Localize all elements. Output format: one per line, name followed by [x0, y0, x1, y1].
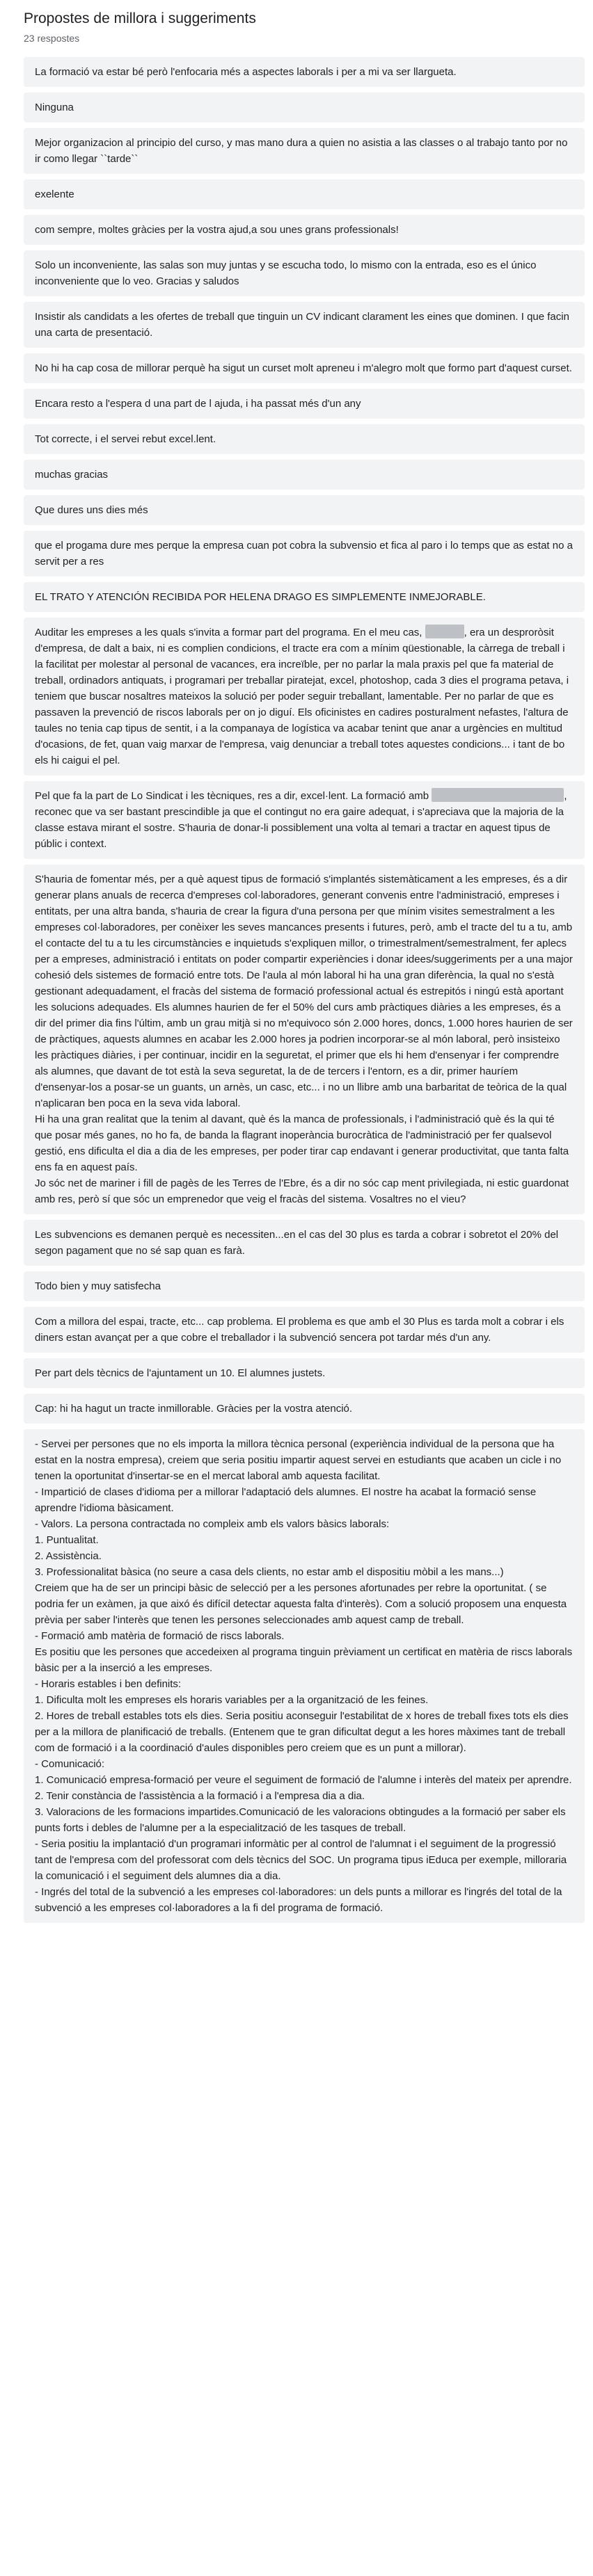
response-item: com sempre, moltes gràcies per la vostra ajud,a sou unes grans professionals! [24, 215, 585, 245]
response-list [24, 57, 585, 1923]
response-item: que el progama dure mes perque la empresa cuan pot cobra la subvensio et fica al paro i lo temps que as estat no a servit per a res [24, 531, 585, 577]
response-item: Mejor organizacion al principio del curso, y mas mano dura a quien no asistia a las classes o al trabajo tanto por no ir como llegar ``tarde`` [24, 128, 585, 174]
redacted-text [432, 788, 564, 802]
response-item: Solo un inconveniente, las salas son muy juntas y se escucha todo, lo mismo con la entrada, eso es el único inconveniente que lo veo. Gracias y saludos [24, 250, 585, 296]
response-item: Que dures uns dies més [24, 495, 585, 525]
response-item: S'hauria de fomentar més, per a què aquest tipus de formació s'implantés sistemàticament a les empreses, és a dir generar plans anuals de recerca d'empreses col·laboradores, generant convenis entre l'administració, empreses i entitats, per una altra banda, s'hauria de crear la figura d'una persona per que mínim visites semestralment a les empreses col·laboradores, per conèixer les seves mancances presents i futures, però, amb el tracte del tu a tu, amb el contacte del tu a tu les circumstàncies e inquietuds s'expliquen millor, o trimestralment/semestralment, fer aplecs per a empreses, administració i entitats on poder compartir experiències i donar idees/suggeriments per a una major cohesió dels sistemes de formació entre tots. De l'aula al món laboral hi ha una gran diferència, la qual no s'està gestionant adequadament, el fracàs del sistema de formació professional actual és estrepitós i ningú està aportant les solucions adequades. Els alumnes haurien de fer el 50% del curs amb pràctiques diàries a les empreses, és a dir del primer dia fins l'últim, amb un grau mitjà si no m'equivoco són 2.000 hores, doncs, 1.000 hores haurien de ser de pràctiques, aquests alumnes en acabar les 2.000 hores ja podrien incorporar-se al món laboral, però insisteixo les pràctiques diàries, i per continuar, incidir en la seguretat, el primer que els hi hem d'ensenyar i fer comprendre als alumnes, que davant de tot està la seva seguretat, la de de tercers i l'entorn, es a dir, primer hauríem d'ensenyar-los a posar-se un guants, un arnès, un casc, etc... i no un llibre amb una barbaritat de teòrica de la qual n'aplicaran ben poca en la seva vida laboral. Hi ha una gran realitat que la tenim al davant, què és la manca de professionals, i l'administració què és la qui té que posar més ganes, no ho fa, de banda la flagrant inoperància burocràtica de l'administració per fer qualsevol gestió, ens dificulta el dia a dia de les empreses, per poder tirar cap endavant i generar productivitat, que tanta falta ens fa en aquest país. Jo sóc net de mariner i fill de pagès de les Terres de l'Ebre, és a dir no sóc cap ment privilegiada, ni estic guardonat amb res, però sí que sóc un emprenedor que veig el fracàs del sistema. Vosaltres no el vieu? [24, 864, 585, 1214]
response-item: Les subvencions es demanen perquè es necessiten...en el cas del 30 plus es tarda a cobrar i sobretot el 20% del segon pagament que no sé sap quan es farà. [24, 1220, 585, 1266]
response-item [24, 781, 585, 859]
response-item: Tot correcte, i el servei rebut excel.lent. [24, 424, 585, 454]
response-item: exelente [24, 179, 585, 209]
response-item: Com a millora del espai, tracte, etc... cap problema. El problema es que amb el 30 Plus es tarda molt a cobrar i els diners estan avançat per a que cobre el treballador i la subvenció sencera pot tardar més d'un any. [24, 1307, 585, 1353]
response-item: La formació va estar bé però l'enfocaria més a aspectes laborals i per a mi va ser llargueta. [24, 57, 585, 87]
redacted-text [425, 625, 464, 638]
response-item: muchas gracias [24, 460, 585, 490]
response-item: Encara resto a l'espera d una part de l ajuda, i ha passat més d'un any [24, 389, 585, 419]
response-text: , reconec que va ser bastant prescindible ja que el contingut no era gaire adequat, i s'apreciava que la majoria de la classe estava mirant el sostre. S'hauria de donar-li possiblement una volta al temari a tractar en aquest tipus de públic i context. [35, 790, 570, 850]
response-text: Auditar les empreses a les quals s'invita a formar part del programa. En el meu cas, [35, 627, 425, 638]
response-count: 23 respostes [24, 33, 80, 44]
response-item: EL TRATO Y ATENCIÓN RECIBIDA POR HELENA DRAGO ES SIMPLEMENTE INMEJORABLE. [24, 582, 585, 612]
response-text: , era un desproròsit d'empresa, de dalt a baix, ni es complien condicions, el tracte era com a mínim qüestionable, la càrrega de treball i la facilitat per molestar al personal de vacances, era increïble, per no parlar la mala praxis pel que fa material de treball, ordinadors antiquats, i programari per treballar piratejat, excel, photoshop, cada 3 dies el programa petava, i teniem que buscar nosaltres mateixos la solució per poder seguir treballant, lamentable. Per no parlar de que es passaven la prevenció de riscos laborals per on jo diguí. Els oficinistes en cadires posturalment nefastes, l'altura de taules no tenia cap tipus de sentit, i a la companaya de logística va acabar tenint que anar a urgències en multitud d'ocasions, de fet, quan vaig marxar de l'empresa, vaig denunciar a treball totes aquestes condicions... i tant de bo els hi caigui el pel. [35, 627, 572, 766]
response-item: Todo bien y muy satisfecha [24, 1271, 585, 1301]
response-item: Cap: hi ha hagut un tracte inmillorable. Gràcies per la vostra atenció. [24, 1394, 585, 1424]
question-title: Propostes de millora i suggeriments [24, 10, 256, 26]
response-text: Pel que fa la part de Lo Sindicat i les tècniques, res a dir, excel·lent. La formació amb [35, 790, 432, 802]
response-item [24, 618, 585, 775]
response-item: Insistir als candidats a les ofertes de treball que tinguin un CV indicant clarament les eines que dominen. I que facin una carta de presentació. [24, 302, 585, 348]
response-item: Per part dels tècnics de l'ajuntament un 10. El alumnes justets. [24, 1358, 585, 1388]
response-item: - Servei per persones que no els importa la millora tècnica personal (experiència individual de la persona que ha estat en la nostra empresa), creiem que seria positiu impartir aquest servei en estudiants que acaben un cicle i no tenen la oportunitat d'insertar-se en el mercat laboral amb aquesta facilitat. - Impartició de clases d'idioma per a millorar l'adaptació dels alumnes. El nostre ha acabat la formació sense aprendre l'idioma bàsicament. - Valors. La persona contractada no compleix amb els valors bàsics laborals: 1. Puntualitat. 2. Assistència. 3. Professionalitat bàsica (no seure a casa dels clients, no estar amb el dispositiu mòbil a les mans...) Creiem que ha de ser un principi bàsic de selecció per a les persones afortunades per rebre la oportunitat. ( se podria fer un exàmen, ja que aixó és difícil detectar aquesta falta d'interès). Com a solució proposem una enquesta prèvia per saber l'interès que tenen les persones seleccionades amb aquest camp de treball. - Formació amb matèria de formació de riscs laborals. Es positiu que les persones que accedeixen al programa tinguin prèviament un certificat en matèria de riscs laborals bàsic per a la inserció a les empreses. - Horaris estables i ben definits: 1. Dificulta molt les empreses els horaris variables per a la organització de les feines. 2. Hores de treball estables tots els dies. Seria positiu aconseguir l'estabilitat de x hores de treball fixes tots els dies per a la millora de planificació de treballs. (Entenem que te gran dificultat degut a les hores màximes tant de treball com de formació i a la coordinació d'aules disponibles pero creiem que es un punt a millorar). - Comunicació: 1. Comunicació empresa-formació per veure el seguiment de formació de l'alumne i interès del mateix per aprendre. 2. Tenir constància de l'assistència a la formació i a l'empresa dia a dia. 3. Valoracions de les formacions impartides.Comunicació de les valoracions obtingudes a la formació per saber els punts forts i debles de l'alumne per a la especialització de les tasques de treball. - Seria positiu la implantació d'un programari informàtic per al control de l'alumnat i el seguiment de la progressió tant de l'empresa com del professorat com dels tècnics del SOC. Un programa tipus iEduca per exemple, milloraria la comunicació i el seguiment dels alumnes dia a dia. - Ingrés del total de la subvenció a les empreses col·laboradores: un dels punts a millorar es l'ingrés del total de la subvenció a les empreses col·laboradores a la fi del programa de formació. [24, 1429, 585, 1923]
response-item: No hi ha cap cosa de millorar perquè ha sigut un curset molt apreneu i m'alegro molt que formo part d'aquest curset. [24, 353, 585, 383]
response-item: Ninguna [24, 92, 585, 122]
